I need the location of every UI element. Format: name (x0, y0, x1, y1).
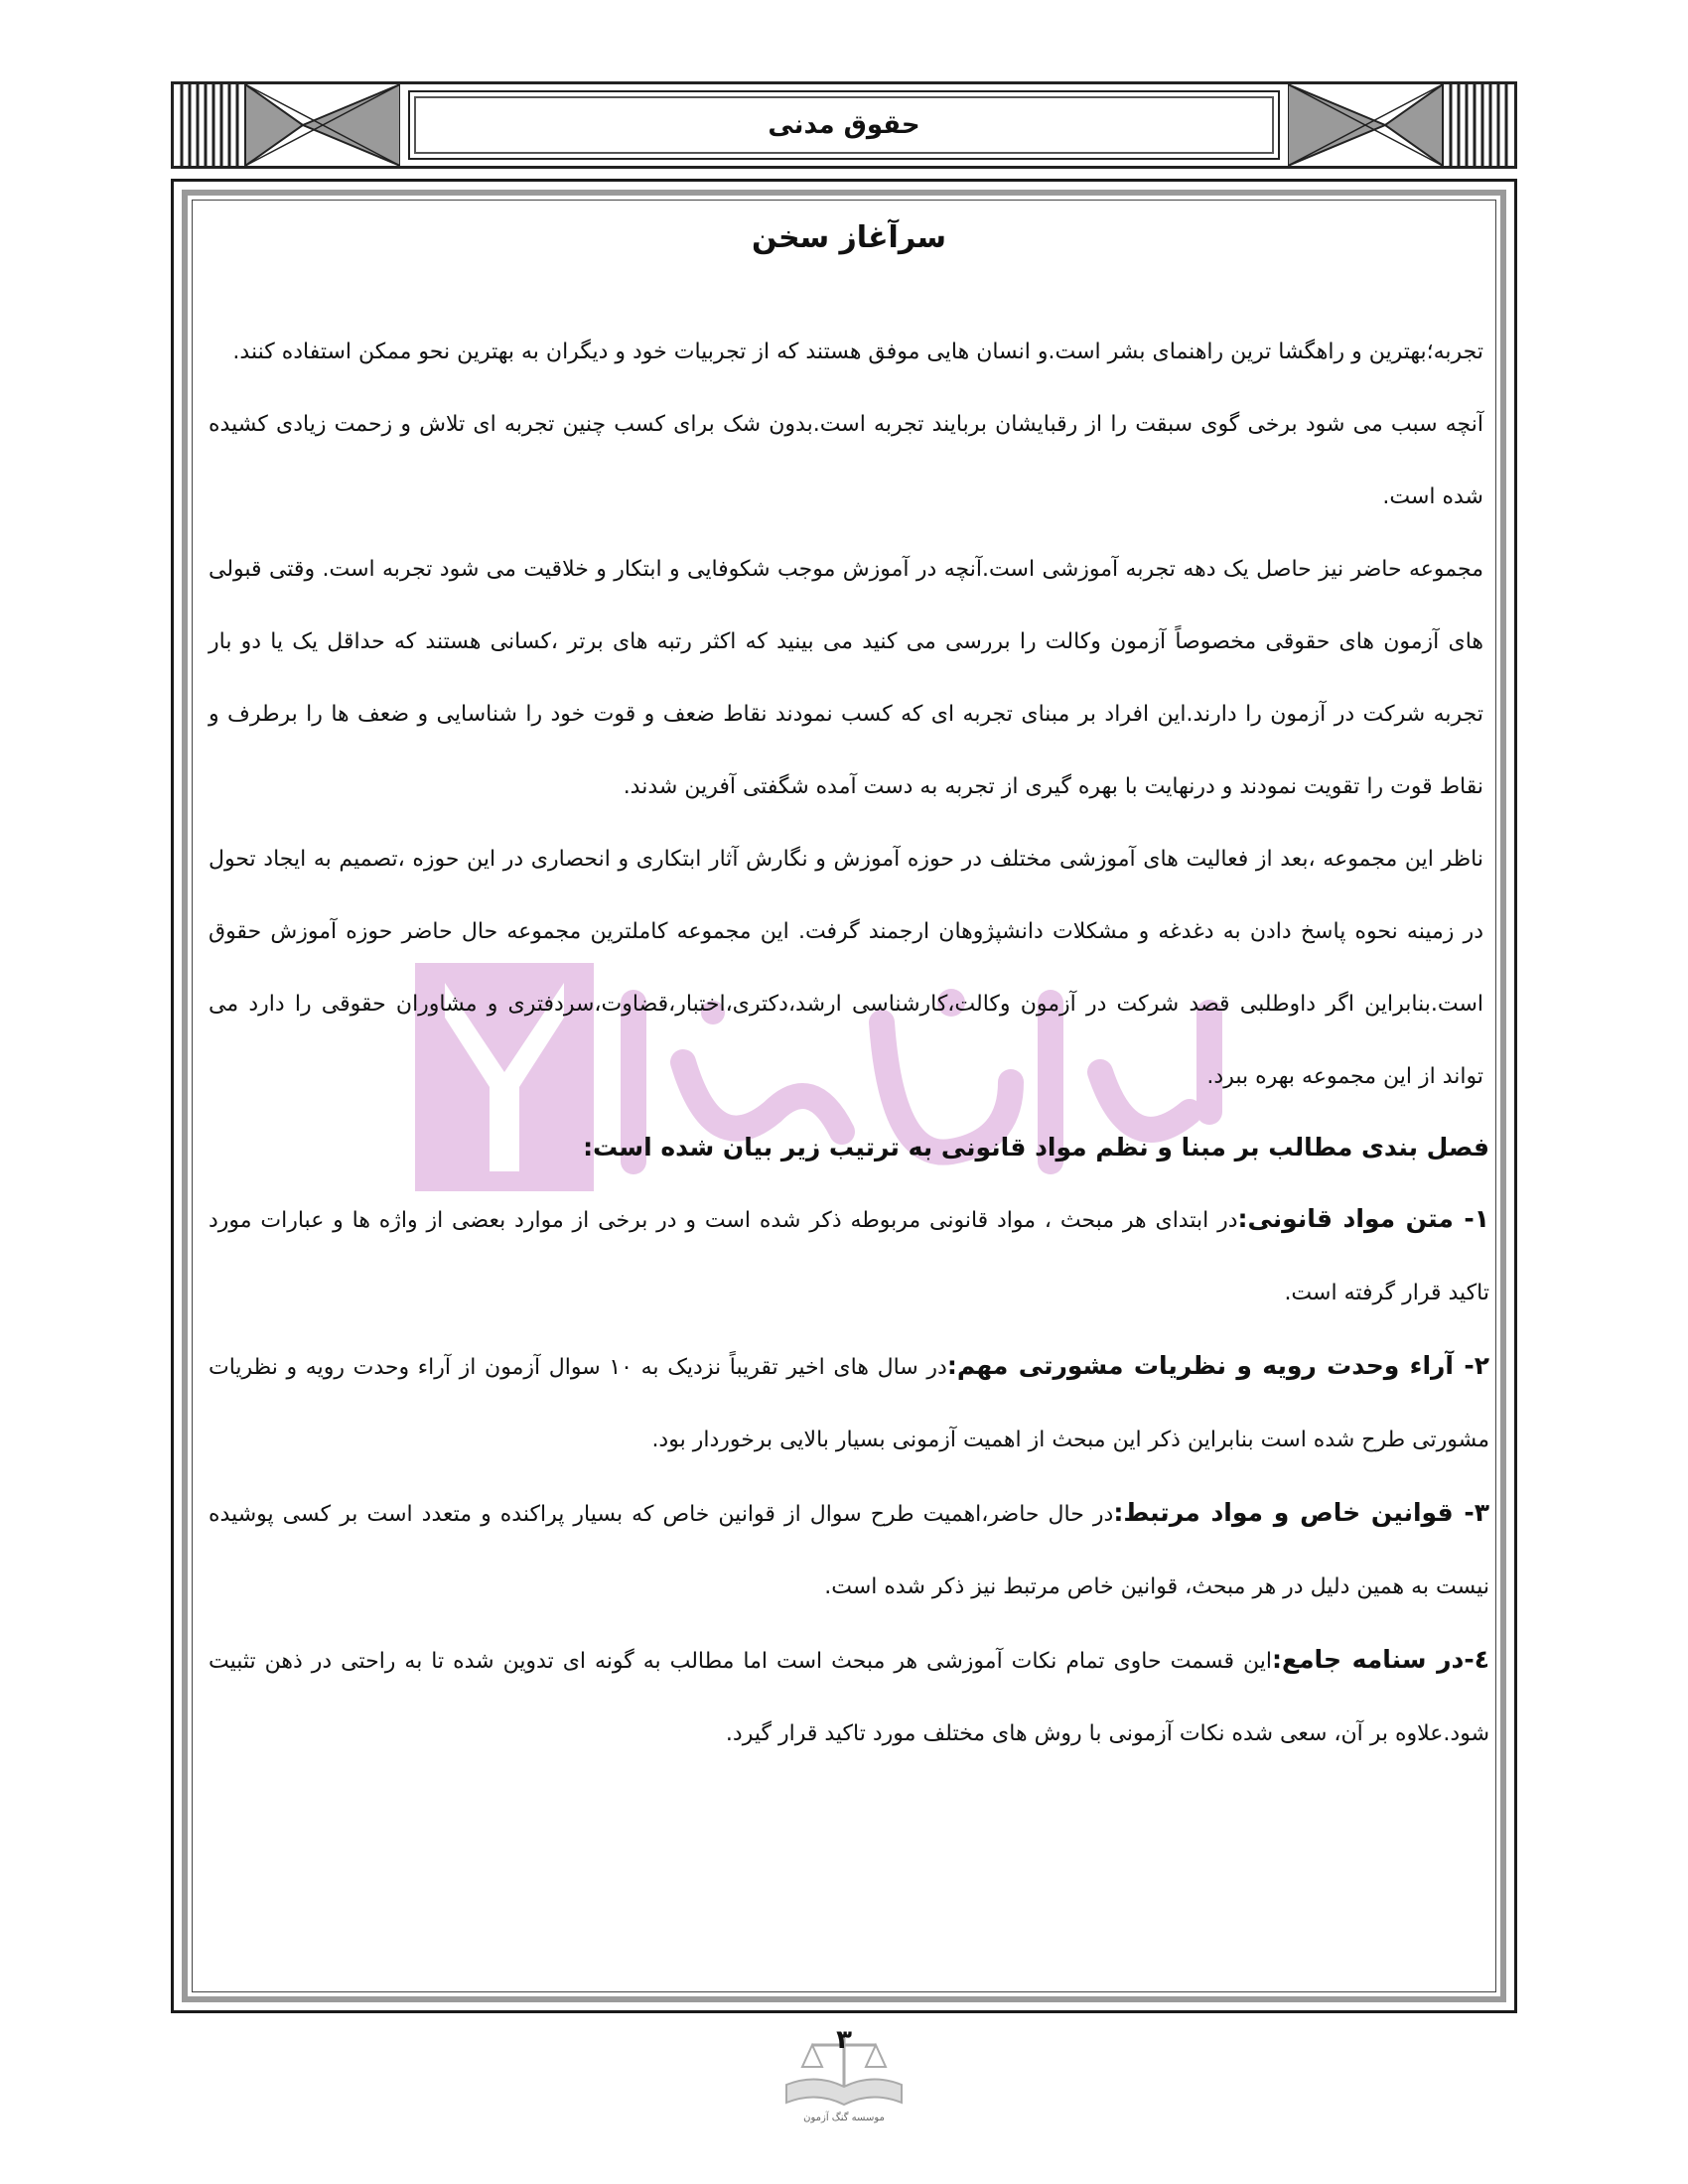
list-item-text: در ابتدای هر مبحث ، مواد قانونی مربوطه ذکر شده است و در برخی از موارد بعضی از واژه ها و عبارات مورد تاکید قرار گرفته است. (209, 1208, 1489, 1305)
paragraph-4: ناظر این مجموعه ،بعد از فعالیت های آموزشی مختلف در حوزه آموزش و نگارش آثار ابتکاری و انحصاری در این حوزه ،تصمیم به ایجاد تحول در زمینه نحوه پاسخ دادن به دغدغه و مشکلات دانشپژوهان ارجمند گرفت. این مجموعه کاملترین مجموعه حال حاضر حوزه آموزش حقوق است.بنابراین اگر داوطلبی قصد شرکت در آزمون وکالت،کارشناسی ارشد،دکتری،اختبار،قضاوت،سردفتری و مشاوران حقوقی را دارد می تواند از این مجموعه بهره ببرد. (209, 847, 1483, 1089)
header-ornament-left-icon (174, 84, 400, 166)
page-footer (773, 2015, 915, 2134)
list-item-text: در سال های اخیر تقریباً نزدیک به ۱۰ سوال آزمون از آراء وحدت رویه و نظریات مشورتی طرح شده است بنابراین ذکر این مبحث از اهمیت آزمونی بسیار بالایی برخوردار بود. (209, 1355, 1489, 1452)
page-heading: سرآغاز سخن (751, 220, 947, 255)
list-item-label: ۳- قوانین خاص و مواد مرتبط: (1113, 1498, 1489, 1527)
paragraph-2: آنچه سبب می شود برخی گوی سبقت را از رقبایشان بربایند تجربه است.بدون شک برای کسب چنین تجربه ای تلاش و زحمت زیادی کشیده شده است. (209, 412, 1483, 509)
list-item (209, 1182, 1489, 1329)
page-content (209, 199, 1489, 1770)
page-header (171, 81, 1517, 169)
list-item (209, 1476, 1489, 1623)
list-item (209, 1623, 1489, 1770)
list-item-text: در حال حاضر،اهمیت طرح سوال از قوانین خاص که بسیار پراکنده و متعدد است بر کسی پوشیده نیست به همین دلیل در هر مبحث، قوانین خاص مرتبط نیز ذکر شده است. (209, 1502, 1489, 1599)
header-title: حقوق مدنی (768, 110, 920, 140)
list-item-text: این قسمت حاوی تمام نکات آموزشی هر مبحث است اما مطالب به گونه ای تدوین شده تا به راحتی در ذهن تثبیت شود.علاوه بر آن، سعی شده نکات آزمونی با روش های مختلف مورد تاکید قرار گیرد. (209, 1649, 1489, 1746)
paragraph-1: تجربه؛بهترین و راهگشا ترین راهنمای بشر است.و انسان هایی موفق هستند که از تجربیات خود و دیگران به بهترین نحو ممکن استفاده کنند. (232, 340, 1483, 364)
list-item-label: ٤-در سنامه جامع: (1272, 1645, 1490, 1674)
section-title: فصل بندی مطالب بر مبنا و نظم مواد قانونی به ترتیب زیر بیان شده است: (583, 1133, 1489, 1161)
page-number: ۳ (836, 2025, 852, 2055)
header-title-box (408, 90, 1280, 160)
list-item (209, 1329, 1489, 1476)
header-ornament-right-icon (1288, 84, 1514, 166)
paragraph-3: مجموعه حاضر نیز حاصل یک دهه تجربه آموزشی است.آنچه در آموزش موجب شکوفایی و ابتکار و خلاقیت می شود تجربه است. وقتی قبولی های آزمون های حقوقی مخصوصاً آزمون وکالت را بررسی می کنید می بینید که اکثر رتبه های برتر ،کسانی هستند که حداقل یک یا دو بار تجربه شرکت در آزمون را دارند.این افراد بر مبنای تجربه ای که کسب نمودند نقاط ضعف و قوت خود را شناسایی و ضعف ها را برطرف و نقاط قوت را تقویت نمودند و درنهایت با بهره گیری از تجربه به دست آمده شگفتی آفرین شدند. (209, 557, 1483, 799)
footer-caption: موسسه گنگ آزمون (803, 2113, 885, 2123)
list-item-label: ۲- آراء وحدت رویه و نظریات مشورتی مهم: (946, 1351, 1489, 1380)
list-item-label: ۱- متن مواد قانونی: (1237, 1204, 1490, 1233)
